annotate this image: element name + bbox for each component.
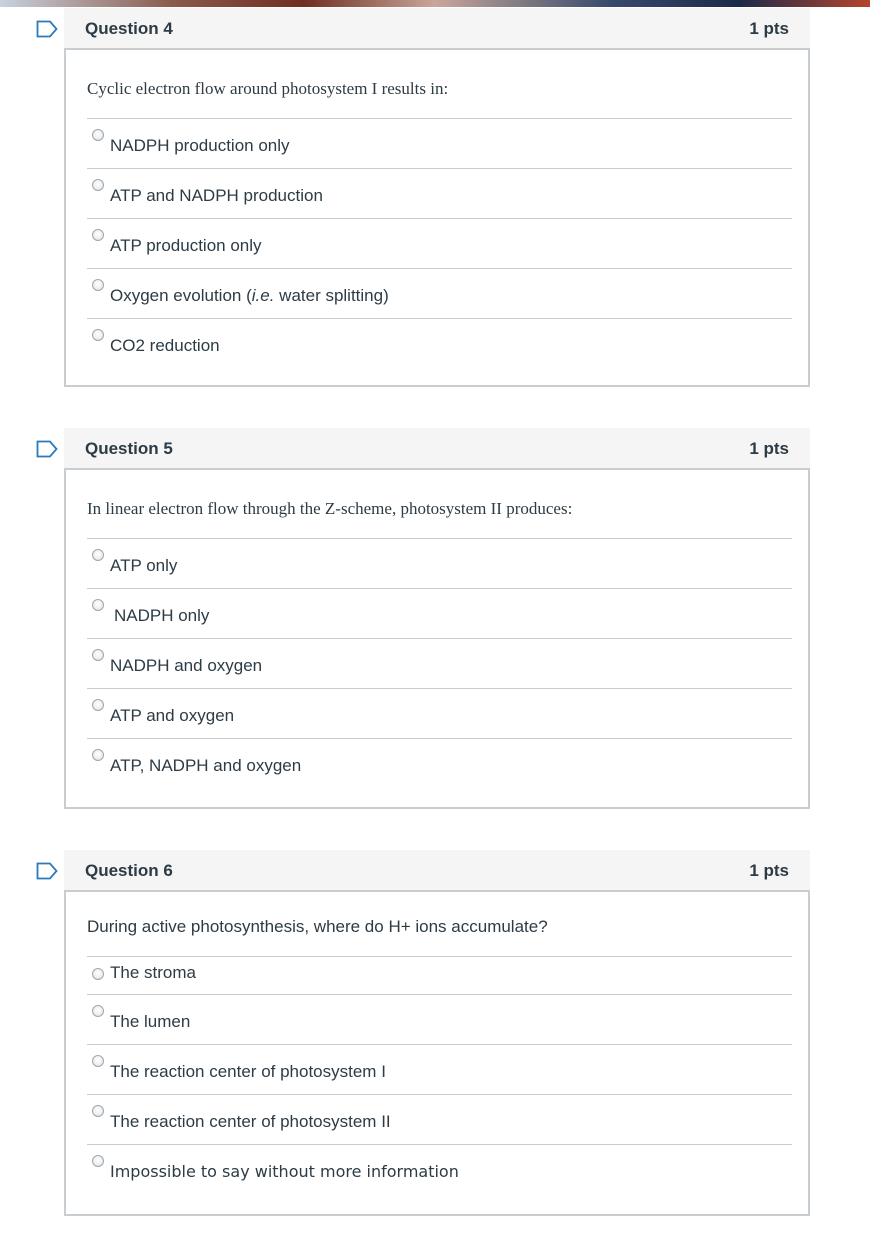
radio-button[interactable] bbox=[92, 329, 104, 341]
answer-label: ATP only bbox=[110, 556, 178, 575]
question-header bbox=[64, 428, 810, 470]
answer-option[interactable] bbox=[87, 588, 792, 638]
question-header bbox=[64, 8, 810, 50]
answer-option[interactable] bbox=[87, 168, 792, 218]
answer-label: Impossible to say without more information bbox=[110, 1162, 459, 1181]
answer-option[interactable] bbox=[87, 268, 792, 318]
radio-button[interactable] bbox=[92, 1055, 104, 1067]
answer-label: ATP and NADPH production bbox=[110, 186, 323, 205]
flag-question-icon[interactable] bbox=[36, 20, 58, 38]
answer-label: NADPH production only bbox=[110, 136, 290, 155]
answer-label: NADPH and oxygen bbox=[110, 656, 263, 675]
question-body bbox=[64, 470, 810, 809]
answer-label: ATP production only bbox=[110, 236, 262, 255]
answer-label: The reaction center of photosystem I bbox=[110, 1062, 386, 1081]
answer-label: CO2 reduction bbox=[110, 336, 220, 355]
radio-button[interactable] bbox=[92, 229, 104, 241]
question-title: Question 4 bbox=[85, 19, 173, 38]
question-text: In linear electron flow through the Z-scheme, photosystem II produces: bbox=[87, 499, 573, 518]
answer-label: The stroma bbox=[110, 963, 196, 982]
answer-option[interactable] bbox=[87, 956, 792, 994]
radio-button[interactable] bbox=[92, 699, 104, 711]
answer-option[interactable] bbox=[87, 218, 792, 268]
radio-button[interactable] bbox=[92, 1005, 104, 1017]
question-text: During active photosynthesis, where do H+ ions accumulate? bbox=[87, 917, 548, 936]
answer-option[interactable] bbox=[87, 1044, 792, 1094]
answer-option[interactable] bbox=[87, 738, 792, 788]
answer-option[interactable] bbox=[87, 688, 792, 738]
question-title: Question 5 bbox=[85, 439, 173, 458]
answer-label: ATP, NADPH and oxygen bbox=[110, 756, 302, 775]
answer-option[interactable] bbox=[87, 1094, 792, 1144]
radio-button[interactable] bbox=[92, 129, 104, 141]
question-header bbox=[64, 850, 810, 892]
answer-label: The lumen bbox=[110, 1012, 191, 1031]
answer-option[interactable] bbox=[87, 1144, 792, 1194]
answer-option[interactable] bbox=[87, 118, 792, 168]
radio-button[interactable] bbox=[92, 649, 104, 661]
flag-question-icon[interactable] bbox=[36, 862, 58, 880]
flag-question-icon[interactable] bbox=[36, 440, 58, 458]
radio-button[interactable] bbox=[92, 549, 104, 561]
question-points: 1 pts bbox=[749, 861, 789, 880]
question-points: 1 pts bbox=[749, 439, 789, 458]
answer-label: The reaction center of photosystem II bbox=[110, 1112, 391, 1131]
answer-option[interactable] bbox=[87, 318, 792, 368]
radio-button[interactable] bbox=[92, 279, 104, 291]
answer-label-part: Oxygen evolution ( bbox=[110, 286, 252, 305]
question-body bbox=[64, 892, 810, 1216]
answer-option[interactable] bbox=[87, 638, 792, 688]
answer-option[interactable] bbox=[87, 538, 792, 588]
radio-button[interactable] bbox=[92, 1105, 104, 1117]
answer-label-italic: i.e. bbox=[251, 286, 275, 305]
answer-label: NADPH only bbox=[114, 606, 210, 625]
question-text: Cyclic electron flow around photosystem I results in: bbox=[87, 79, 449, 98]
radio-button[interactable] bbox=[92, 968, 104, 980]
answer-label-part: water splitting) bbox=[274, 286, 389, 305]
question-points: 1 pts bbox=[749, 19, 789, 38]
radio-button[interactable] bbox=[92, 749, 104, 761]
radio-button[interactable] bbox=[92, 1155, 104, 1167]
radio-button[interactable] bbox=[92, 599, 104, 611]
radio-button[interactable] bbox=[92, 179, 104, 191]
top-banner-strip bbox=[0, 0, 870, 7]
question-title: Question 6 bbox=[85, 861, 173, 880]
answer-option[interactable] bbox=[87, 994, 792, 1044]
answer-label: ATP and oxygen bbox=[110, 706, 235, 725]
question-body bbox=[64, 50, 810, 387]
answer-label bbox=[110, 286, 389, 306]
